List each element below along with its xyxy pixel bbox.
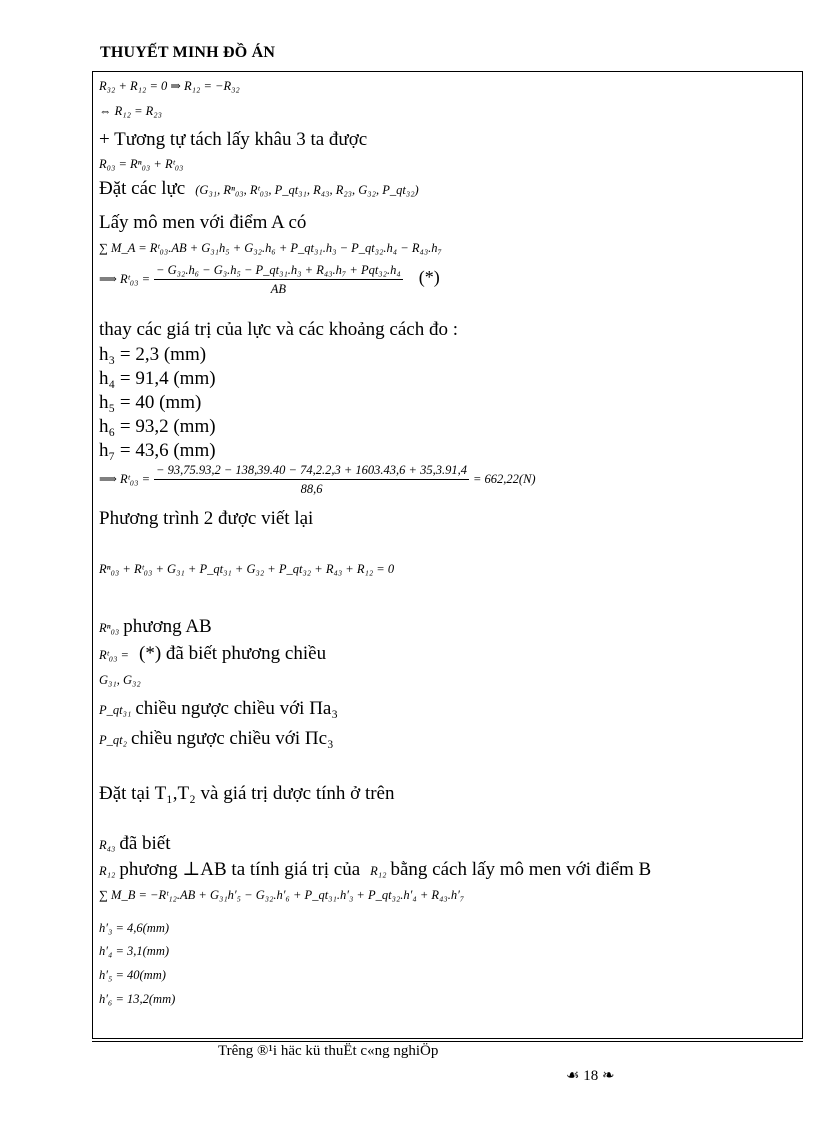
equation-line: Rⁿ₀₃ + Rᵗ₀₃ + G₃₁ + P_qt₃₁ + G₃₂ + P_qt₃₂ + R₄₃ + R₁₂ = 0 (99, 562, 395, 576)
symbol: Rᵗ₀₃ = (99, 648, 129, 662)
formula-lhs: ⟹ Rᵗ₀₃ = (99, 272, 151, 287)
symbol: R₄₃ (99, 838, 116, 852)
footer-divider (92, 1041, 803, 1042)
text-span: Đặt các lực (99, 178, 186, 199)
text-line (99, 617, 212, 636)
symbol: Rⁿ₀₃ (99, 621, 120, 635)
formula-rhs: = 662,22(N) (472, 472, 536, 487)
equation-line: G₃₁, G₃₂ (99, 673, 141, 687)
text-line: Đặt tại T₁,T₂ và giá trị dược tính ở trên (99, 783, 395, 804)
text-span: phương AB (123, 616, 212, 637)
equation-line: ∑ M_A = Rᵗ₀₃.AB + G₃₁h₅ + G₃₂.h₆ + P_qt₃₁.h₃ − P_qt₃₂.h₄ − R₄₃.h₇ (99, 241, 442, 255)
measurement-line: h₃ = 2,3 (mm) (99, 344, 207, 365)
formula-lhs: ⟹ Rᵗ₀₃ = (99, 472, 151, 487)
measurement-line: h′₆ = 13,2(mm) (99, 992, 176, 1006)
text-span: đã biết (119, 833, 171, 854)
text-line (99, 179, 419, 198)
formula-line (99, 264, 440, 295)
page-number: ☙ 18 ❧ (566, 1068, 615, 1084)
text-line: Phương trình 2 được viết lại (99, 508, 314, 529)
equation-span: (G₃₁, Rⁿ₀₃, Rᵗ₀₃, P_qt₃₁, R₄₃, R₂₃, G₃₂, P_qt₃₂) (195, 183, 419, 197)
measurement-line: h′₄ = 3,1(mm) (99, 944, 170, 958)
text-line (99, 699, 338, 718)
equation-line: ∑ M_B = −Rᵗ₁₂.AB + G₃₁h′₅ − G₃₂.h′₆ + P_qt₃₁.h′₃ + P_qt₃₂.h′₄ + R₄₃.h′₇ (99, 888, 465, 902)
text-span: chiều ngược chiều với Πa₃ (135, 698, 338, 719)
symbol: P_qt₂ (99, 733, 127, 747)
fraction-numerator: − G₃₂.h₆ − G₃.h₅ − P_qt₃₁.h₃ + R₄₃.h₇ + Pqt₃₂.h₄ (154, 264, 403, 280)
text-line (99, 860, 651, 879)
fraction (154, 464, 469, 495)
measurement-line: h′₅ = 40(mm) (99, 968, 166, 982)
text-span: (*) đã biết phương chiều (139, 643, 327, 664)
formula-line (99, 464, 536, 495)
formula-mark: (*) (418, 267, 440, 288)
footer-school: Trêng ®¹i häc kü thuËt c«ng nghiÖp (218, 1043, 439, 1059)
text-span: bằng cách lấy mô men với điểm B (390, 859, 652, 880)
text-line: thay các giá trị của lực và các khoảng cách đo : (99, 319, 458, 340)
measurement-line: h₅ = 40 (mm) (99, 392, 202, 413)
text-line: + Tương tự tách lấy khâu 3 ta được (99, 129, 368, 150)
symbol: R₁₂ (370, 864, 387, 878)
text-span: chiều ngược chiều với Πc₃ (130, 728, 334, 749)
symbol: P_qt₃₁ (99, 703, 132, 717)
measurement-line: h₆ = 93,2 (mm) (99, 416, 216, 437)
equation-line: R₃₂ + R₁₂ = 0 ⇒ R₁₂ = −R₃₂ (99, 79, 240, 93)
text-line (99, 729, 334, 748)
equation-line: ⇔ R₁₂ = R₂₃ (99, 104, 162, 118)
fraction-denominator: AB (270, 281, 287, 296)
document-header: THUYẾT MINH ĐỒ ÁN (100, 44, 276, 61)
text-line (99, 644, 326, 663)
text-line (99, 834, 171, 853)
measurement-line: h₇ = 43,6 (mm) (99, 440, 216, 461)
symbol: R₁₂ (99, 864, 116, 878)
content-frame (92, 71, 803, 1039)
measurement-line: h₄ = 91,4 (mm) (99, 368, 216, 389)
equation-line: R₀₃ = Rⁿ₀₃ + Rᵗ₀₃ (99, 157, 184, 171)
measurement-line: h′₃ = 4,6(mm) (99, 921, 170, 935)
text-line: Lấy mô men với điểm A có (99, 212, 307, 233)
fraction-denominator: 88,6 (300, 481, 323, 496)
fraction-numerator: − 93,75.93,2 − 138,39.40 − 74,2.2,3 + 1603.43,6 + 35,3.91,4 (154, 464, 469, 480)
text-span: phương ⊥AB ta tính giá trị của (119, 859, 361, 880)
fraction (154, 264, 403, 295)
